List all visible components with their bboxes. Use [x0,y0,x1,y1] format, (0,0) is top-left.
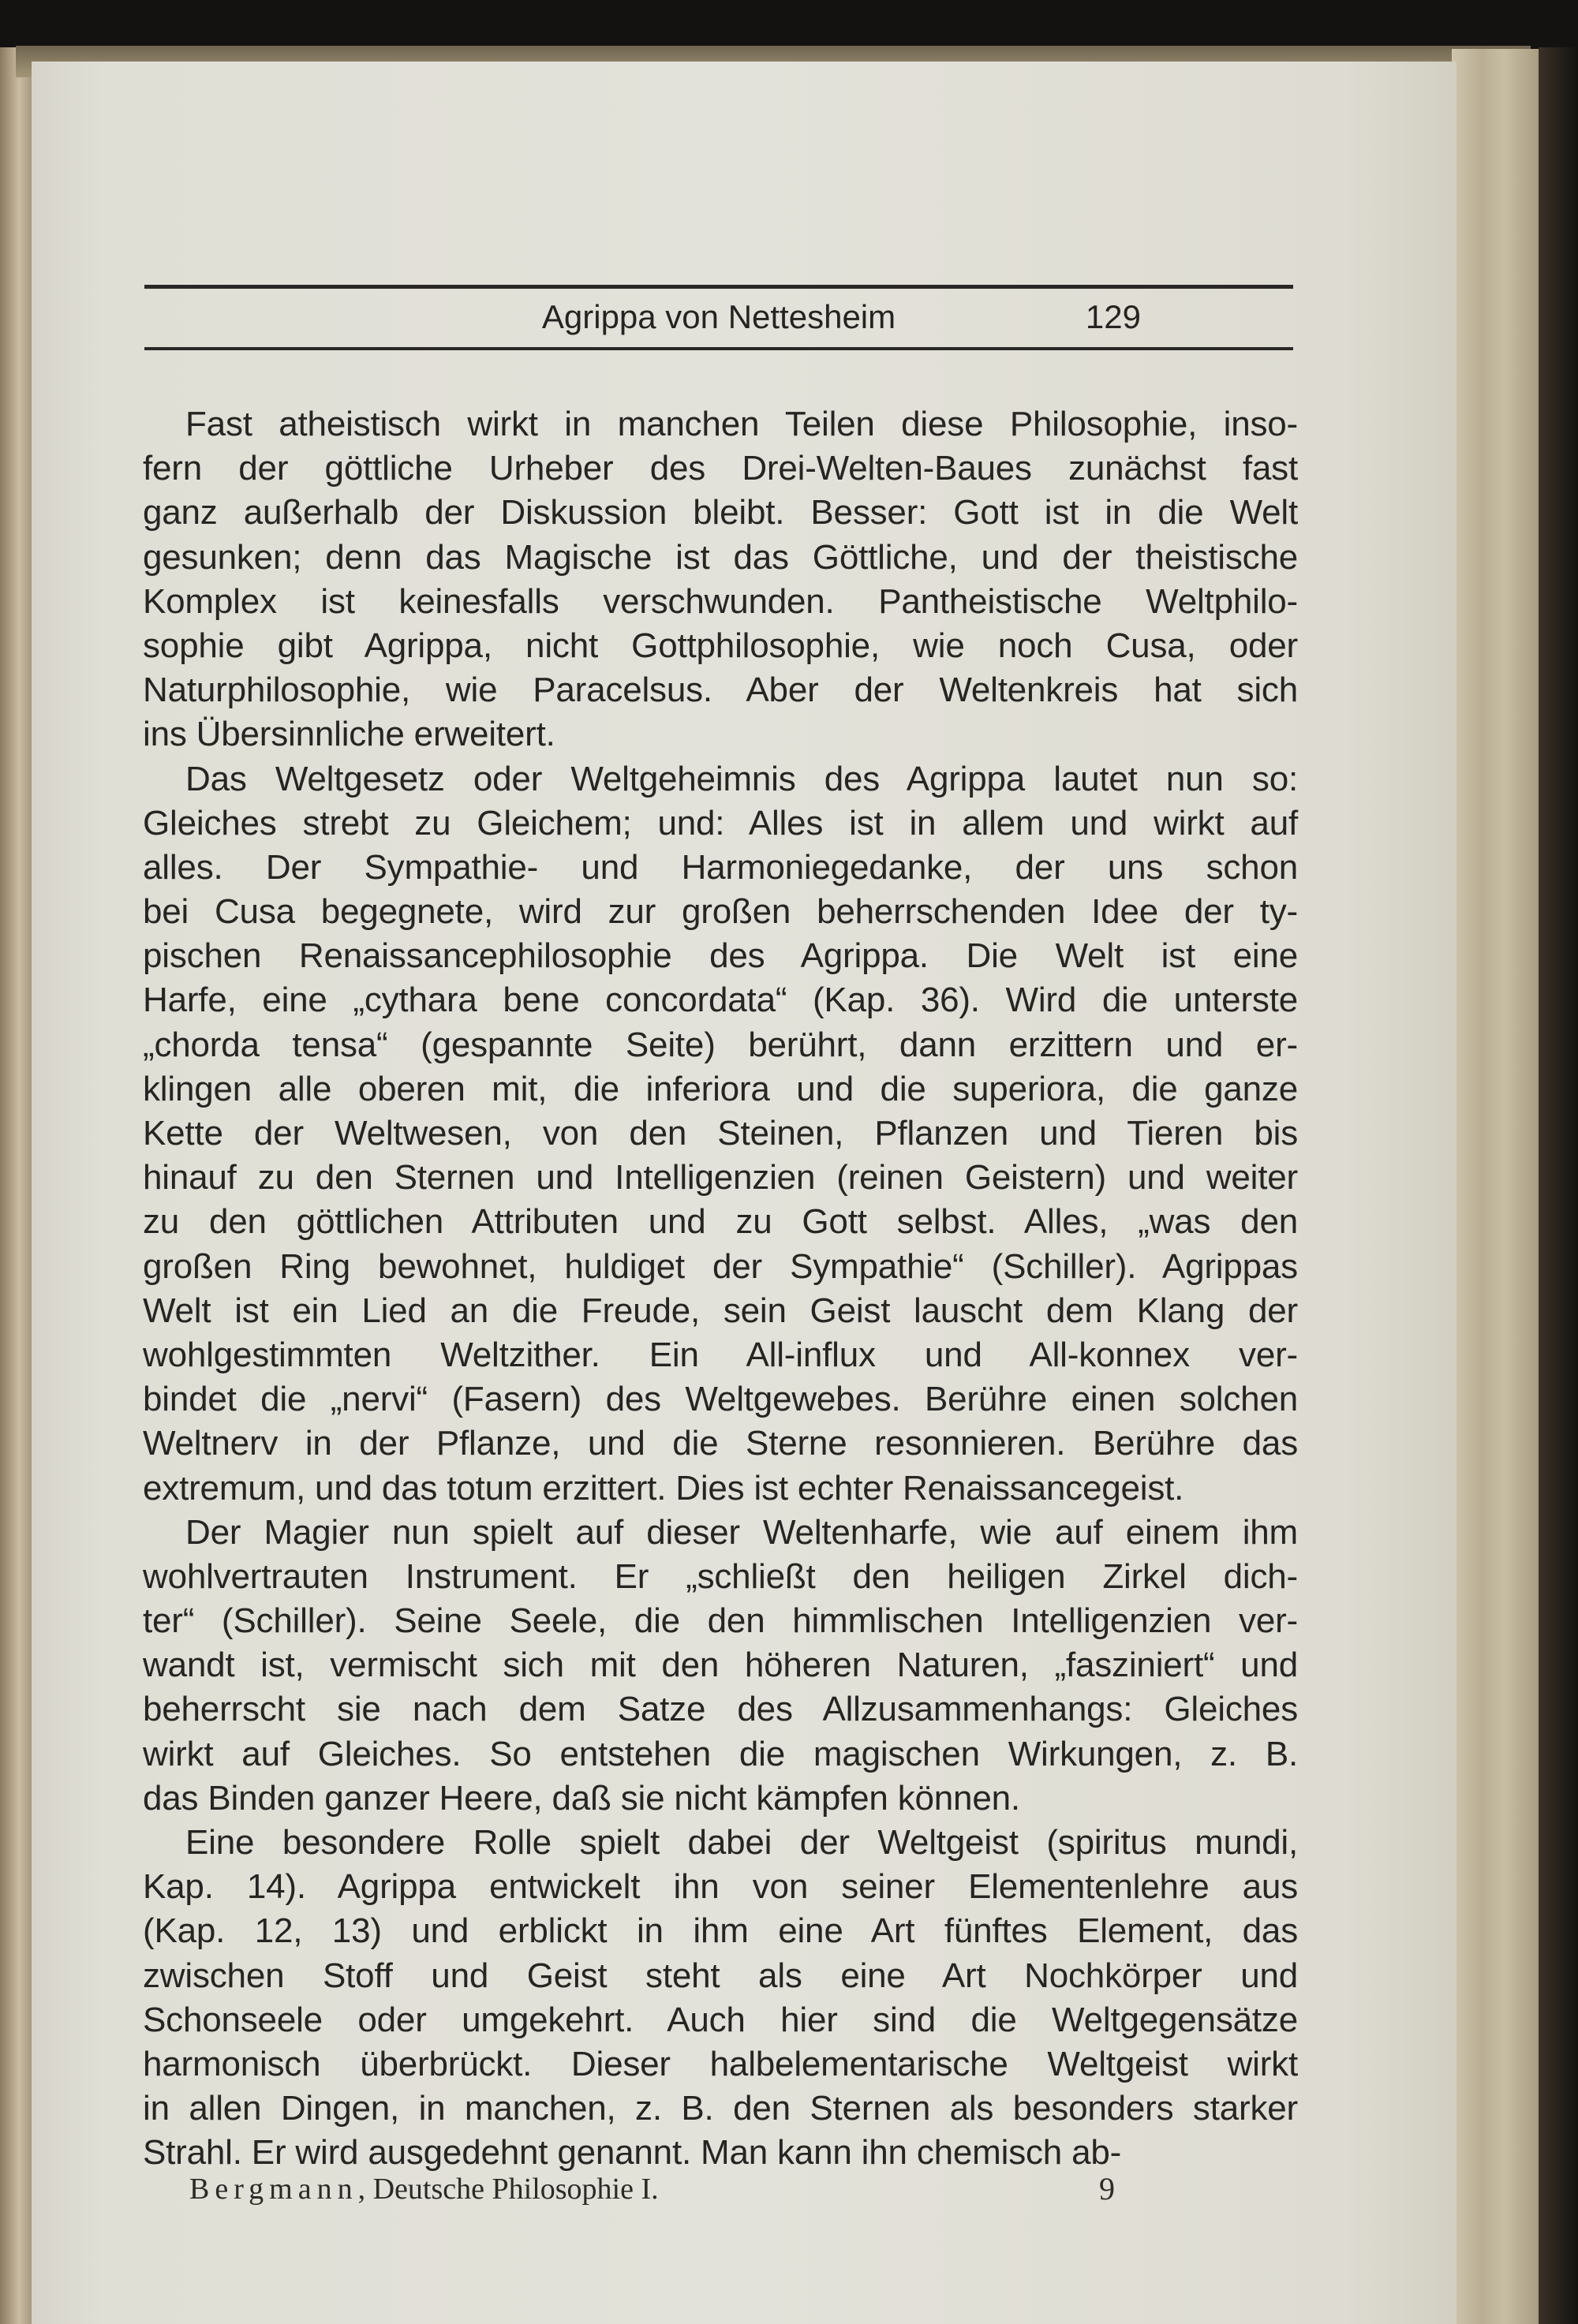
text-line: wohlgestimmten Weltzither. Ein All-influx und All-konnex ver- [143,1335,1298,1374]
book-page [32,62,1456,2324]
signature-line [189,2171,659,2207]
text-line: Gleiches strebt zu Gleichem; und: Alles ist in allem und wirkt auf [143,803,1298,843]
text-line: fern der göttliche Urheber des Drei-Welten-Baues zunächst fast [143,449,1298,488]
text-line: Das Weltgesetz oder Weltgeheimnis des Agrippa lautet nun so: [185,759,1298,798]
text-line: zu den göttlichen Attributen und zu Gott selbst. Alles, „was den [143,1202,1298,1242]
text-line: Der Magier nun spielt auf dieser Weltenharfe, wie auf einem ihm [185,1512,1298,1552]
text-line: bindet die „nervi“ (Fasern) des Weltgewebes. Berühre einen solchen [143,1380,1298,1419]
header-rule-bottom [144,347,1293,350]
text-line: Komplex ist keinesfalls verschwunden. Pantheistische Weltphilo- [143,581,1298,621]
text-line: großen Ring bewohnet, huldiget der Sympathie“ (Schiller). Agrippas [143,1246,1298,1286]
paragraph [143,757,1298,1511]
text-line: wandt ist, vermischt sich mit den höheren Naturen, „fasziniert“ und [143,1646,1298,1685]
text-line: extremum, und das totum erzittert. Dies ist echter Renaissancegeist. [143,1468,1184,1508]
paragraph [143,402,1298,757]
text-line: Welt ist ein Lied an die Freude, sein Geist lauscht dem Klang der [143,1291,1298,1330]
running-header-title: Agrippa von Nettesheim [541,298,896,335]
text-line: pischen Renaissancephilosophie des Agrippa. Die Welt ist eine [143,936,1298,976]
text-line: bei Cusa begegnete, wird zur großen beherrschenden Idee der ty- [143,892,1298,932]
book-board-edge [1452,49,1539,2324]
text-line: das Binden ganzer Heere, daß sie nicht kämpfen können. [143,1778,1020,1818]
text-line: Strahl. Er wird ausgedehnt genannt. Man kann ihn chemisch ab- [143,2133,1122,2173]
page-number: 129 [1085,298,1141,335]
paragraph [143,1821,1298,2176]
text-line: ter“ (Schiller). Seine Seele, die den himmlischen Intelligenzien ver- [143,1601,1298,1641]
text-line: Eine besondere Rolle spielt dabei der Weltgeist (spiritus mundi, [185,1823,1298,1862]
text-line: gesunken; denn das Magische ist das Göttliche, und der theistische [143,537,1298,577]
text-line: Harfe, eine „cythara bene concordata“ (Kap. 36). Wird die unterste [143,981,1298,1020]
text-line: harmonisch überbrückt. Dieser halbelementarische Weltgeist wirkt [143,2044,1298,2083]
text-line: hinauf zu den Sternen und Intelligenzien (reinen Geistern) und weiter [143,1158,1298,1197]
text-line: wohlvertrauten Instrument. Er „schließt den heiligen Zirkel dich- [143,1556,1298,1596]
text-line: in allen Dingen, in manchen, z. B. den Sternen als besonders starker [143,2089,1298,2128]
text-line: „chorda tensa“ (gespannte Seite) berührt, dann erzittern und er- [143,1025,1298,1064]
text-line: zwischen Stoff und Geist steht als eine Art Nochkörper und [143,1956,1298,1995]
text-line: sophie gibt Agrippa, nicht Gottphilosophie, wie noch Cusa, oder [143,626,1298,665]
body-text [143,402,1298,2176]
text-line: alles. Der Sympathie- und Harmoniegedanke, der uns schon [143,847,1298,887]
board-shadow [1539,47,1578,2324]
signature-author: Bergmann [189,2173,358,2206]
text-line: ins Übersinnliche erweitert. [143,715,555,754]
text-line: Schonseele oder umgekehrt. Auch hier sind die Weltgegensätze [143,2000,1298,2039]
text-line: Naturphilosophie, wie Paracelsus. Aber der Weltenkreis hat sich [143,671,1298,710]
text-line: Fast atheistisch wirkt in manchen Teilen diese Philosophie, inso- [185,405,1298,443]
text-line: Kap. 14). Agrippa entwickelt ihn von seiner Elementenlehre aus [143,1867,1298,1907]
text-line: (Kap. 12, 13) und erblickt in ihm eine Art fünftes Element, das [143,1911,1298,1951]
text-line: Kette der Weltwesen, von den Steinen, Pflanzen und Tieren bis [143,1114,1298,1153]
text-line: wirkt auf Gleiches. So entstehen die magischen Wirkungen, z. B. [143,1734,1298,1773]
adjacent-page-edge [0,47,32,2324]
header-rule-top [144,285,1293,289]
text-line: beherrscht sie nach dem Satze des Allzusammenhangs: Gleiches [143,1690,1298,1729]
text-line: Weltnerv in der Pflanze, und die Sterne resonnieren. Berühre das [143,1424,1298,1463]
signature-work: , Deutsche Philosophie I. [357,2173,659,2206]
paragraph [143,1511,1298,1821]
text-line: klingen alle oberen mit, die inferiora und die superiora, die ganze [143,1069,1298,1108]
text-line: ganz außerhalb der Diskussion bleibt. Besser: Gott ist in die Welt [143,493,1298,532]
sheet-number: 9 [1099,2171,1115,2206]
